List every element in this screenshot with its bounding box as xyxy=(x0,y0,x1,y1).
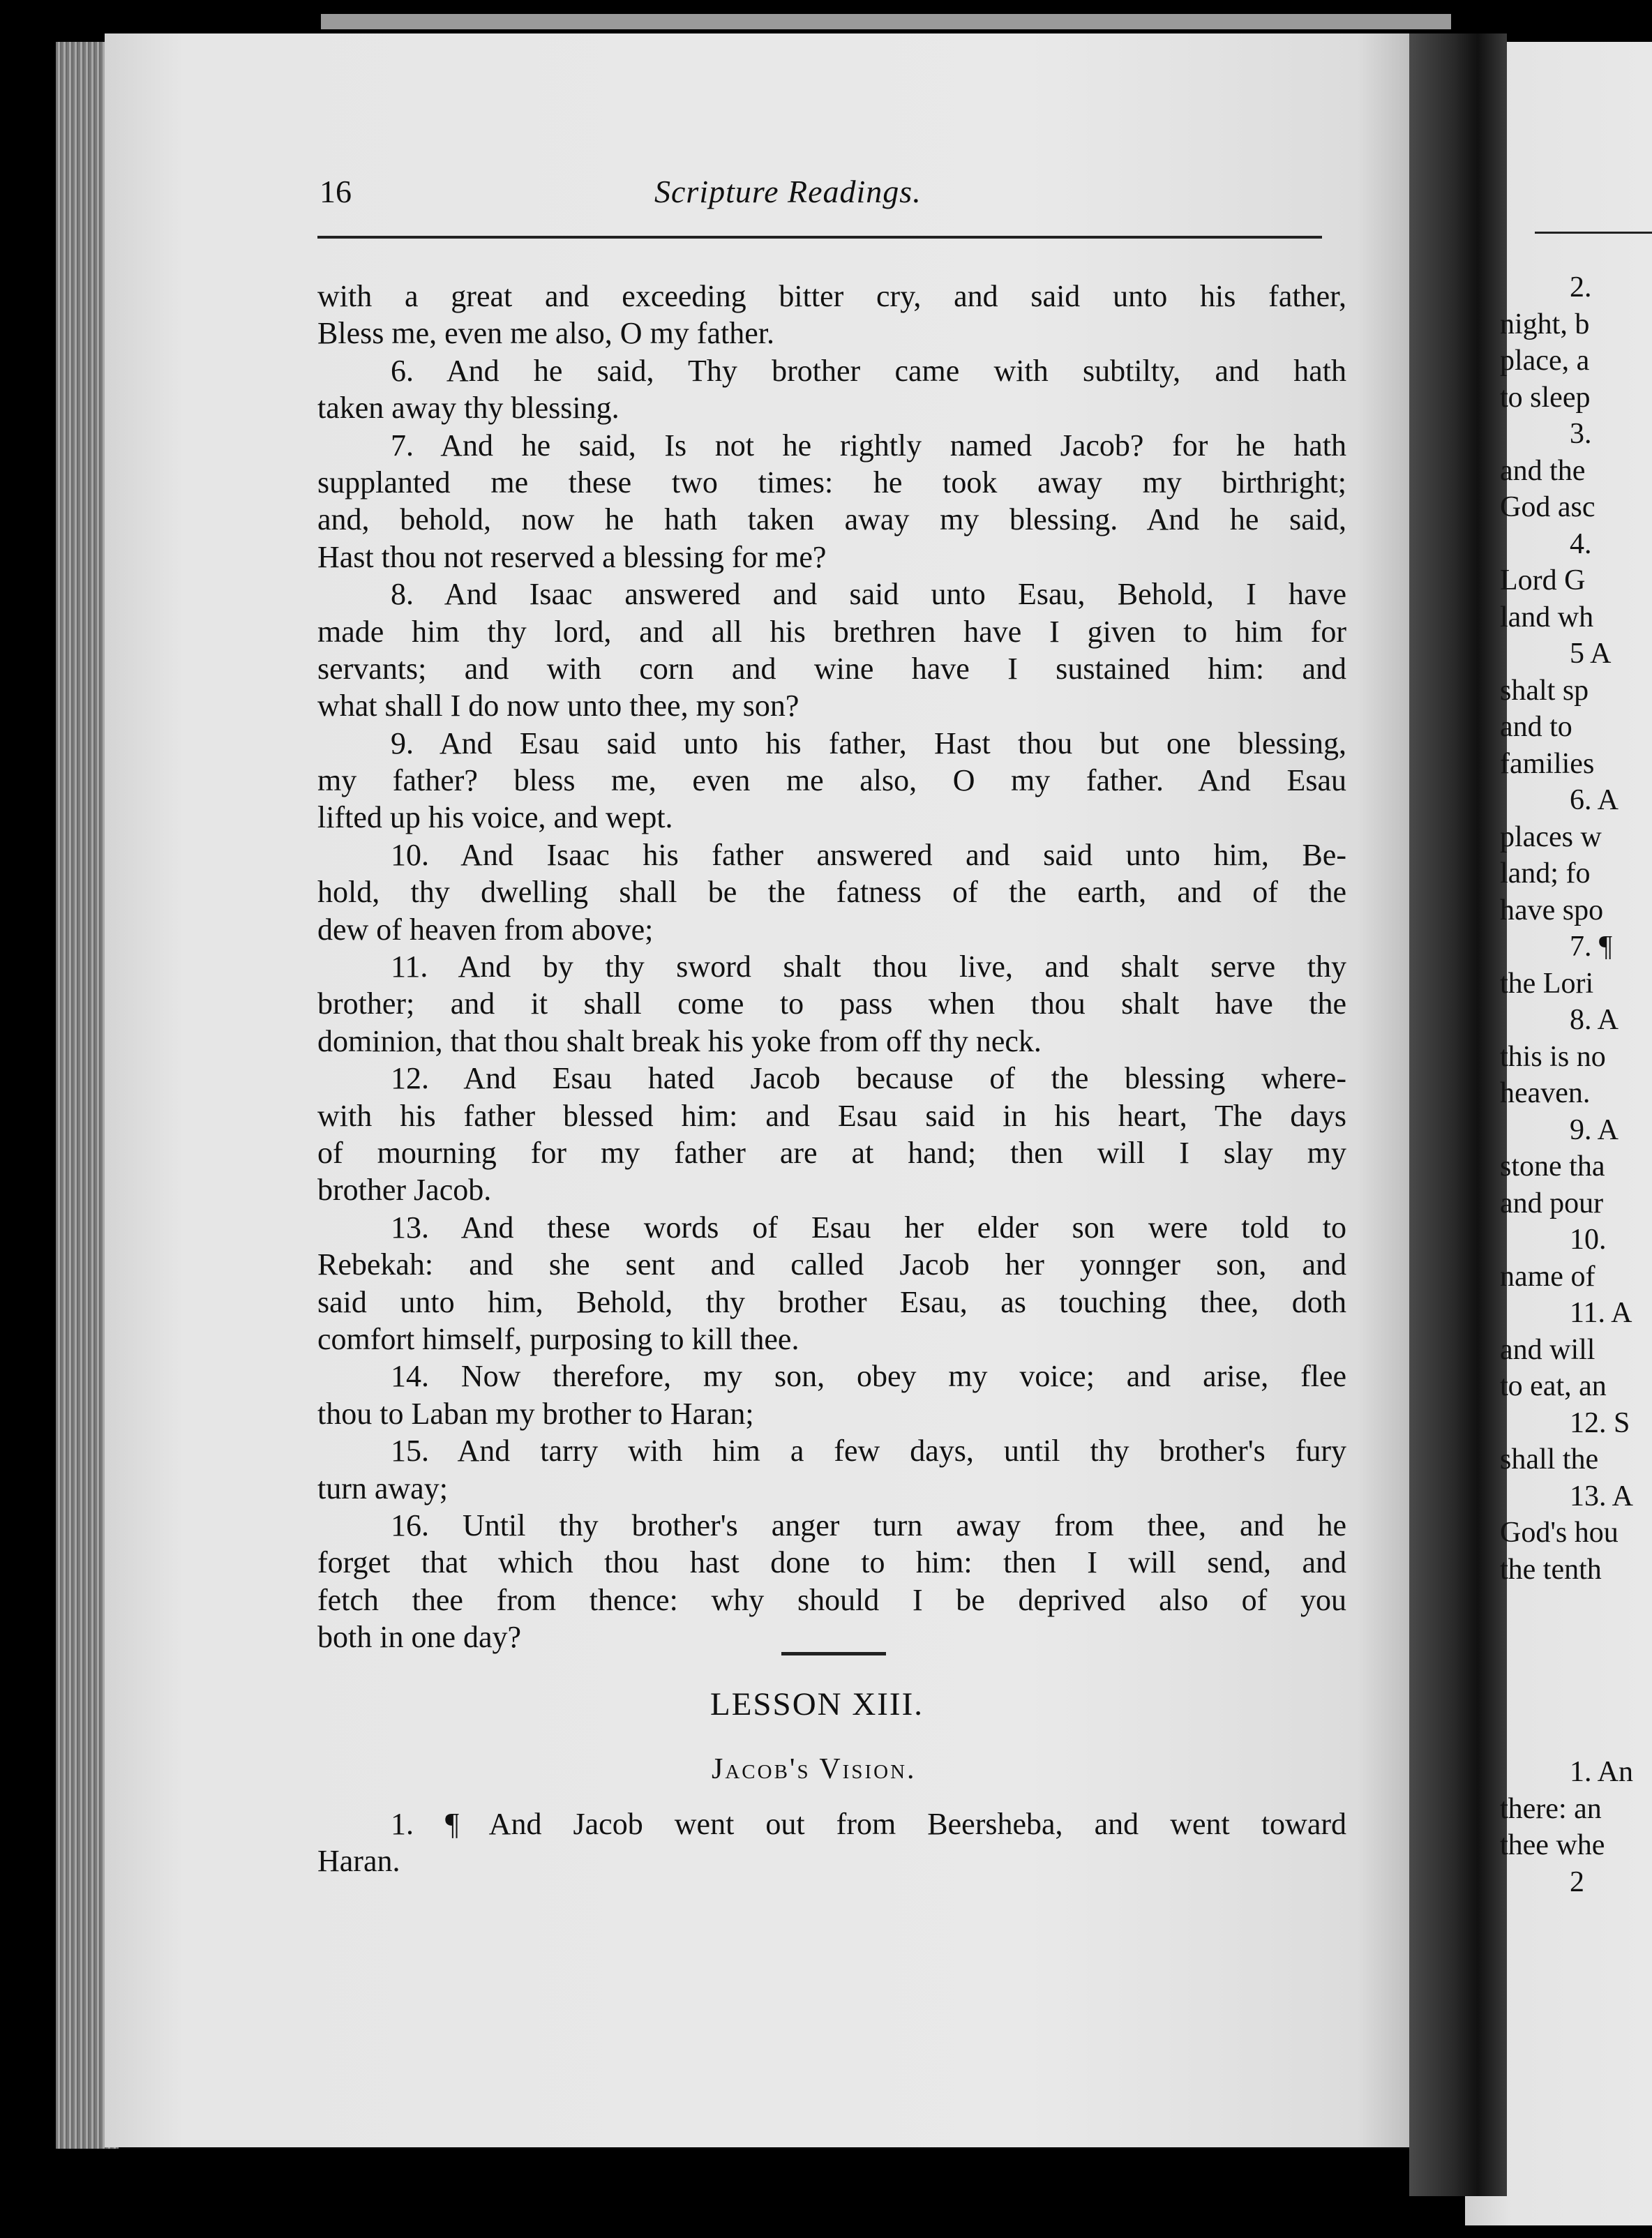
text-line: 16. Until thy brother's anger turn away from thee, and he xyxy=(391,1508,1346,1542)
text-line: 15. And tarry with him a few days, until thy brother's fury xyxy=(391,1434,1346,1469)
text-line: 8. And Isaac answered and said unto Esau, Behold, I have xyxy=(391,577,1346,612)
facing-page-line: 13. A xyxy=(1570,1480,1634,1512)
text-line: 6. And he said, Thy brother came with subtilty, and hath xyxy=(391,353,1346,388)
text-line: dominion, that thou shalt break his yoke from off thy neck. xyxy=(317,1023,1042,1058)
facing-page-line: 8. A xyxy=(1570,1004,1619,1036)
facing-page-line: night, b xyxy=(1500,308,1590,340)
facing-page-line: the Lori xyxy=(1500,967,1594,1000)
text-line: 7. And he said, Is not he rightly named Jacob? for he hath xyxy=(391,428,1346,463)
top-edge-strip xyxy=(321,14,1451,29)
facing-page-line: 2. xyxy=(1570,271,1592,303)
facing-page-line: and the xyxy=(1500,454,1586,487)
page-number: 16 xyxy=(320,174,352,209)
facing-page-line: to eat, an xyxy=(1500,1370,1607,1402)
text-line: with a great and exceeding bitter cry, and said unto his father, xyxy=(317,279,1346,313)
facing-page-line: 10. xyxy=(1570,1224,1607,1256)
book-gutter xyxy=(1409,33,1507,2196)
text-line: fetch thee from thence: why should I be deprived also of you xyxy=(317,1582,1346,1617)
running-title: Scripture Readings. xyxy=(654,174,922,209)
facing-page-line: 4. xyxy=(1570,527,1592,560)
text-line: 9. And Esau said unto his father, Hast thou but one blessing, xyxy=(391,726,1346,760)
facing-page-line: name of xyxy=(1500,1260,1595,1293)
text-line: 12. And Esau hated Jacob because of the blessing where- xyxy=(391,1061,1346,1096)
facing-page-header-rule xyxy=(1535,232,1652,234)
text-line: dew of heaven from above; xyxy=(317,912,654,947)
facing-page-line: and to xyxy=(1500,711,1572,743)
facing-page-line: shalt sp xyxy=(1500,674,1589,707)
lesson-title: LESSON XIII. xyxy=(710,1686,924,1722)
facing-page-line: this is no xyxy=(1500,1040,1606,1073)
text-line: and, behold, now he hath taken away my blessing. And he said, xyxy=(317,502,1346,537)
facing-page-line: 2 xyxy=(1570,1865,1584,1898)
facing-page-line: there: an xyxy=(1500,1792,1602,1825)
text-line: what shall I do now unto thee, my son? xyxy=(317,689,799,723)
facing-page-line: have spo xyxy=(1500,894,1604,926)
text-line: lifted up his voice, and wept. xyxy=(317,800,673,835)
facing-page-line: 12. S xyxy=(1570,1406,1630,1439)
facing-page-line: shall the xyxy=(1500,1443,1599,1475)
text-line: servants; and with corn and wine have I sustained him: and xyxy=(317,651,1346,686)
facing-page-line: God asc xyxy=(1500,491,1595,523)
section-divider xyxy=(781,1652,886,1655)
text-line: of mourning for my father are at hand; then will I slay my xyxy=(317,1135,1346,1170)
header-rule xyxy=(317,236,1322,239)
facing-page-line: and will xyxy=(1500,1333,1595,1366)
facing-page-line: 7. ¶ xyxy=(1570,931,1613,963)
text-line: Rebekah: and she sent and called Jacob her yonnger son, and xyxy=(317,1247,1346,1282)
facing-page-line: 1. An xyxy=(1570,1756,1634,1788)
text-line: Bless me, even me also, O my father. xyxy=(317,316,774,351)
facing-page-line: to sleep xyxy=(1500,381,1591,414)
facing-page-line: God's hou xyxy=(1500,1517,1619,1549)
text-line: brother Jacob. xyxy=(317,1173,492,1208)
facing-page-line: stone tha xyxy=(1500,1150,1605,1182)
text-line: 14. Now therefore, my son, obey my voice; and arise, flee xyxy=(391,1359,1346,1394)
text-line: brother; and it shall come to pass when thou shalt have the xyxy=(317,986,1346,1021)
text-line: supplanted me these two times: he took away my birthright; xyxy=(317,465,1346,500)
text-line: taken away thy blessing. xyxy=(317,391,620,426)
facing-page-line: heaven. xyxy=(1500,1077,1591,1109)
facing-page-line: land wh xyxy=(1500,601,1594,633)
facing-page-line: families xyxy=(1500,747,1595,780)
facing-page-line: the tenth xyxy=(1500,1553,1602,1586)
facing-page-line: place, a xyxy=(1500,345,1590,377)
facing-page-line: 5 A xyxy=(1570,638,1612,670)
facing-page-line: places w xyxy=(1500,820,1602,853)
facing-page-text xyxy=(1500,269,1652,1588)
text-line: 11. And by thy sword shalt thou live, and shalt serve thy xyxy=(391,949,1346,984)
lesson-subtitle: Jacob's Vision. xyxy=(712,1753,917,1785)
text-line: both in one day? xyxy=(317,1620,522,1655)
text-line: Hast thou not reserved a blessing for me? xyxy=(317,539,827,574)
text-line: my father? bless me, even me also, O my father. And Esau xyxy=(317,763,1346,798)
text-line: Haran. xyxy=(317,1844,400,1879)
facing-page-line: and pour xyxy=(1500,1187,1604,1219)
facing-page-line: 6. A xyxy=(1570,784,1619,816)
text-line: hold, thy dwelling shall be the fatness of the earth, and of the xyxy=(317,875,1346,910)
text-line: forget that which thou hast done to him: then I will send, and xyxy=(317,1545,1346,1580)
text-line: said unto him, Behold, thy brother Esau, as touching thee, doth xyxy=(317,1284,1346,1319)
facing-page-line: thee whe xyxy=(1500,1829,1605,1861)
facing-page-line: 11. A xyxy=(1570,1297,1632,1329)
facing-page-line: 3. xyxy=(1570,418,1592,450)
text-line: with his father blessed him: and Esau said in his heart, The days xyxy=(317,1098,1346,1133)
facing-page-text-lower xyxy=(1500,1754,1652,1900)
text-line: thou to Laban my brother to Haran; xyxy=(317,1396,754,1431)
text-line: comfort himself, purposing to kill thee. xyxy=(317,1321,799,1356)
text-line: made him thy lord, and all his brethren have I given to him for xyxy=(317,614,1346,649)
facing-page-line: land; fo xyxy=(1500,857,1591,889)
running-head xyxy=(320,173,1324,215)
text-line: 13. And these words of Esau her elder son were told to xyxy=(391,1210,1346,1245)
facing-page-line: Lord G xyxy=(1500,564,1586,596)
text-line: 1. ¶ And Jacob went out from Beersheba, and went toward xyxy=(391,1807,1346,1841)
text-line: 10. And Isaac his father answered and said unto him, Be- xyxy=(391,837,1346,872)
text-line: turn away; xyxy=(317,1471,448,1505)
facing-page-line: 9. A xyxy=(1570,1113,1619,1146)
lesson-text xyxy=(317,1805,1346,1880)
scripture-text xyxy=(317,278,1346,1655)
